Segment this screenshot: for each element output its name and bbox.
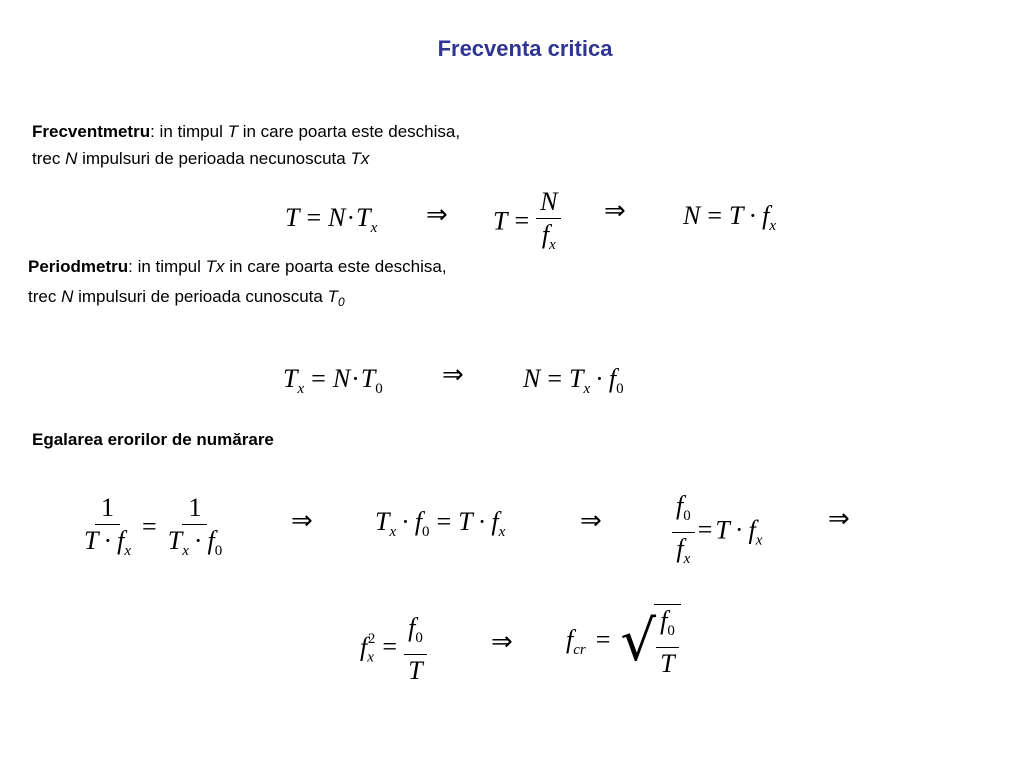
fraction-numerator bbox=[672, 490, 695, 533]
sym-t: T bbox=[375, 507, 390, 536]
sym-f: f bbox=[660, 606, 668, 635]
sym-dot: · bbox=[477, 507, 487, 536]
sym-t: T bbox=[493, 206, 508, 236]
equation-reciprocal-equality bbox=[80, 492, 226, 567]
sym-equals: = bbox=[514, 206, 530, 236]
sym-x: x bbox=[549, 237, 556, 253]
fraction-numerator bbox=[182, 492, 207, 525]
fraction-denominator bbox=[164, 525, 227, 567]
fraction-f0-over-t bbox=[656, 605, 679, 680]
sym-dot: · bbox=[734, 515, 744, 545]
sym-cr: cr bbox=[573, 641, 586, 658]
fraction-denominator bbox=[672, 533, 694, 575]
sym-f: f bbox=[117, 526, 125, 555]
sym-x: x bbox=[389, 524, 397, 540]
periodmetru-term: Periodmetru bbox=[28, 257, 129, 276]
sym-x: x bbox=[297, 381, 305, 397]
equation-f0-over-fx-eq-t-fx bbox=[672, 490, 762, 575]
equation-fcr bbox=[566, 604, 681, 680]
sym-n: N bbox=[328, 203, 346, 232]
sym-x: x bbox=[370, 220, 378, 236]
sym-equals: = bbox=[707, 201, 723, 230]
fraction-numerator bbox=[404, 612, 427, 655]
sym-x: x bbox=[182, 543, 189, 559]
equation-t-eq-n-tx bbox=[285, 203, 377, 237]
sym-f: f bbox=[566, 624, 574, 654]
periodmetru-text-b: in care poarta este deschisa, bbox=[224, 257, 447, 276]
sym-t: T bbox=[285, 203, 300, 232]
periodmetru-var-n: N bbox=[61, 287, 74, 306]
sym-n: N bbox=[332, 364, 351, 393]
periodmetru-line-1 bbox=[28, 252, 447, 282]
sym-t: T bbox=[283, 364, 298, 393]
sym-t: T bbox=[356, 203, 371, 232]
sym-t: T bbox=[84, 526, 99, 555]
sym-t: T bbox=[458, 507, 473, 536]
sym-zero: 0 bbox=[683, 508, 691, 524]
sym-x: x bbox=[124, 543, 132, 559]
frecventmetru-var-n: N bbox=[65, 149, 78, 168]
sym-n: N bbox=[540, 187, 558, 216]
sym-x: x bbox=[498, 524, 506, 540]
sym-n: N bbox=[683, 201, 701, 230]
sym-t: T bbox=[729, 201, 744, 230]
periodmetru-var-t-sub: 0 bbox=[337, 295, 345, 309]
sym-zero: 0 bbox=[415, 630, 423, 646]
sym-dot: · bbox=[351, 364, 360, 393]
sym-dot: · bbox=[401, 507, 410, 536]
sym-equals: = bbox=[595, 624, 611, 654]
sym-f: f bbox=[762, 201, 770, 230]
sym-t: T bbox=[167, 526, 183, 555]
periodmetru-text-c: trec bbox=[28, 287, 62, 306]
implies-arrow-5: ⇒ bbox=[580, 506, 602, 536]
frecventmetru-var-tx: Tx bbox=[350, 149, 370, 168]
frecventmetru-text-a: : in timpul bbox=[150, 122, 228, 141]
sym-f: f bbox=[491, 507, 499, 536]
fraction-1-over-t-fx bbox=[80, 492, 135, 567]
sym-x: x bbox=[583, 381, 591, 397]
periodmetru-paragraph bbox=[28, 252, 447, 317]
sym-two: 2 bbox=[367, 631, 376, 648]
fraction-numerator bbox=[95, 492, 120, 525]
equation-tx-f0-eq-t-fx bbox=[375, 507, 505, 541]
fraction-1-over-tx-f0 bbox=[164, 492, 227, 567]
fraction-numerator bbox=[536, 186, 561, 219]
sym-equals: = bbox=[311, 364, 326, 393]
sym-t: T bbox=[408, 656, 423, 685]
sym-f: f bbox=[414, 507, 423, 536]
implies-arrow-4: ⇒ bbox=[291, 506, 313, 536]
equation-n-eq-t-fx bbox=[683, 201, 776, 235]
implies-arrow-3: ⇒ bbox=[442, 360, 464, 390]
sym-f: f bbox=[608, 364, 617, 393]
periodmetru-var-tx: Tx bbox=[205, 257, 225, 276]
sym-f: f bbox=[748, 515, 756, 545]
square-root bbox=[620, 604, 680, 680]
sym-zero: 0 bbox=[375, 381, 383, 397]
sym-equals: = bbox=[142, 512, 157, 542]
implies-arrow-6: ⇒ bbox=[828, 504, 850, 534]
sym-dot: · bbox=[748, 201, 758, 230]
fraction-denominator bbox=[80, 525, 135, 567]
sym-one: 1 bbox=[101, 493, 115, 522]
periodmetru-var-t: T bbox=[327, 287, 338, 306]
sym-zero: 0 bbox=[667, 623, 675, 639]
frecventmetru-paragraph bbox=[32, 118, 460, 172]
sym-f: f bbox=[408, 613, 416, 642]
page-title: Frecventa critica bbox=[437, 36, 613, 61]
section-heading: Egalarea erorilor de numărare bbox=[32, 430, 274, 449]
equation-n-eq-tx-f0 bbox=[523, 364, 624, 398]
sym-zero: 0 bbox=[214, 543, 223, 559]
periodmetru-line-2 bbox=[28, 282, 447, 317]
fraction-f0-over-fx bbox=[672, 490, 695, 575]
sym-zero: 0 bbox=[422, 524, 430, 540]
sym-dot: · bbox=[193, 526, 203, 555]
sym-f: f bbox=[541, 220, 550, 249]
periodmetru-text-d: impulsuri de perioada cunoscuta bbox=[73, 287, 328, 306]
implies-arrow-2: ⇒ bbox=[604, 196, 626, 226]
sym-t: T bbox=[715, 515, 730, 545]
fraction-numerator bbox=[656, 605, 679, 648]
sym-equals: = bbox=[547, 364, 563, 393]
fraction-denominator bbox=[656, 648, 678, 680]
sym-f: f bbox=[207, 526, 215, 555]
fraction-denominator bbox=[404, 655, 426, 687]
sym-x: x bbox=[755, 532, 763, 549]
sym-t: T bbox=[569, 364, 584, 393]
frecventmetru-term: Frecventmetru bbox=[32, 122, 151, 141]
sym-t: T bbox=[660, 649, 675, 678]
implies-arrow-7: ⇒ bbox=[491, 627, 513, 657]
equation-t-eq-n-over-fx bbox=[493, 186, 561, 261]
sym-equals: = bbox=[697, 515, 713, 545]
frecventmetru-line-1 bbox=[32, 118, 460, 145]
sym-t: T bbox=[360, 364, 376, 393]
implies-arrow-1: ⇒ bbox=[426, 200, 448, 230]
sym-one: 1 bbox=[188, 493, 202, 522]
fraction-f0-over-t bbox=[404, 612, 427, 687]
sym-dot: · bbox=[103, 526, 113, 555]
radicand bbox=[654, 604, 681, 680]
sym-x: x bbox=[683, 551, 691, 567]
frecventmetru-var-t: T bbox=[227, 122, 238, 141]
sym-equals: = bbox=[306, 203, 322, 232]
sym-dot: · bbox=[346, 203, 356, 232]
sym-f: f bbox=[360, 632, 368, 662]
sym-f: f bbox=[676, 491, 684, 520]
fraction-n-over-fx bbox=[536, 186, 561, 261]
frecventmetru-text-d: impulsuri de perioada necunoscuta bbox=[77, 149, 351, 168]
sym-equals: = bbox=[436, 507, 452, 536]
sym-x: x bbox=[769, 218, 777, 234]
sym-zero: 0 bbox=[616, 381, 624, 397]
equation-fx-squared bbox=[360, 612, 427, 687]
sym-dot: · bbox=[595, 364, 604, 393]
sym-n: N bbox=[523, 364, 541, 393]
fraction-denominator bbox=[538, 219, 560, 261]
equation-tx-eq-n-t0 bbox=[283, 364, 383, 398]
radical-sign-icon: √ bbox=[620, 609, 657, 674]
frecventmetru-text-c: trec bbox=[32, 149, 66, 168]
sym-equals: = bbox=[382, 632, 398, 662]
sym-f: f bbox=[676, 534, 684, 563]
sym-x: x bbox=[367, 649, 374, 666]
frecventmetru-text-b: in care poarta este deschisa, bbox=[237, 122, 461, 141]
frecventmetru-line-2 bbox=[32, 145, 460, 172]
periodmetru-text-a: : in timpul bbox=[128, 257, 206, 276]
